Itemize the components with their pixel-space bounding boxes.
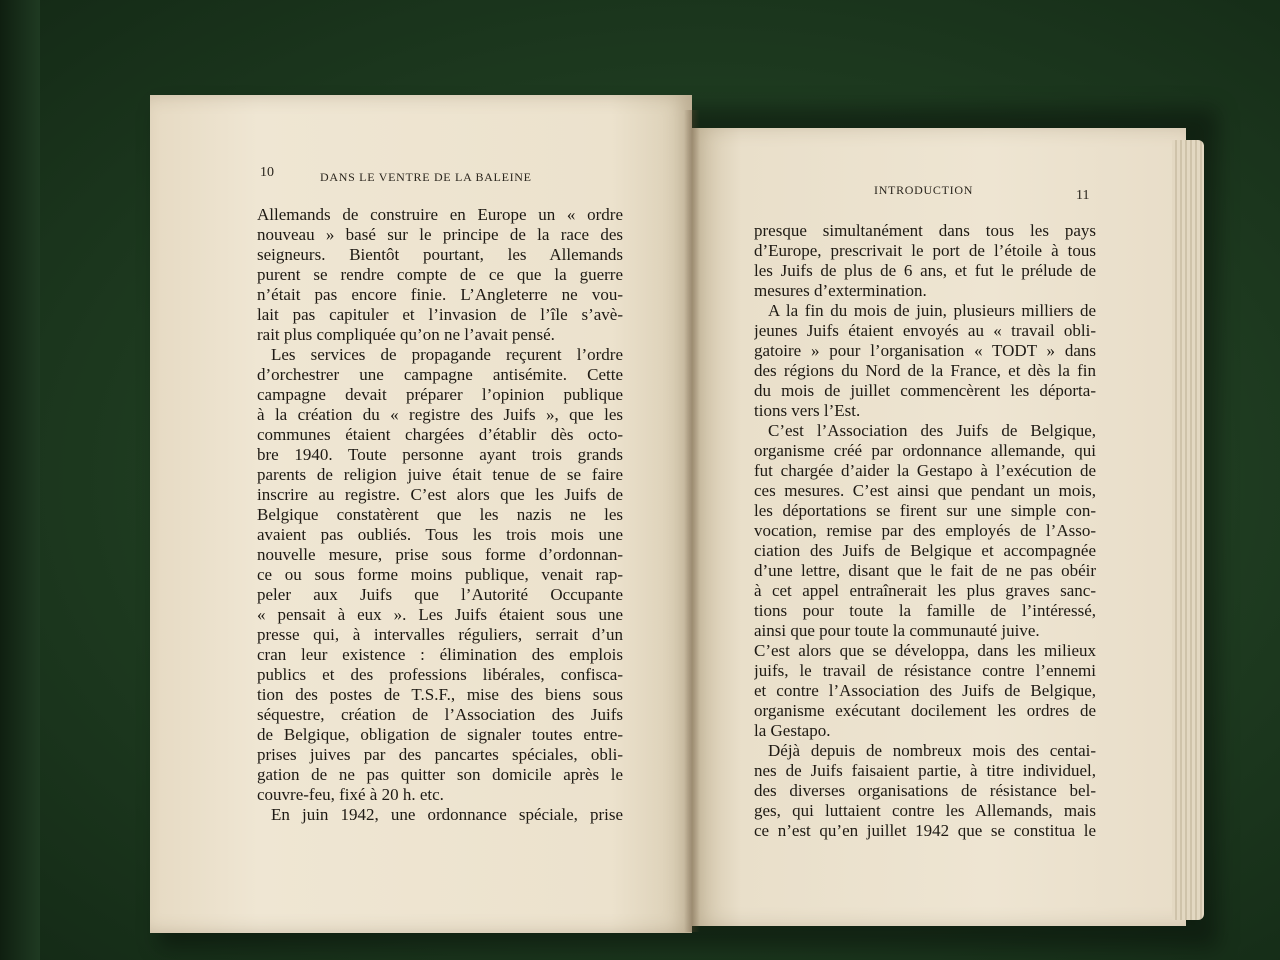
text-line: parents de religion juive était tenue de se faire [257, 465, 623, 484]
text-line: les déportations se firent sur une simple con- [754, 501, 1096, 520]
left-body-text [257, 205, 623, 825]
text-line: mesures d’extermination. [754, 281, 927, 300]
text-line: ce n’est qu’en juillet 1942 que se constitua le [754, 821, 1096, 840]
text-line: organisme exécutant docilement les ordres de [754, 701, 1096, 720]
text-line: presse qui, à intervalles réguliers, serrait d’un [257, 625, 623, 644]
text-line: du mois de juillet commencèrent les déporta- [754, 381, 1096, 400]
text-line: tions pour toute la famille de l’intéressé, [754, 601, 1096, 620]
text-line: juifs, le travail de résistance contre l’ennemi [754, 661, 1096, 680]
text-line: rait plus compliquée qu’on ne l’avait pensé. [257, 325, 555, 344]
text-line: vocation, remise par des employés de l’Asso- [754, 521, 1096, 540]
text-line: nes de Juifs faisaient partie, à titre individuel, [754, 761, 1096, 780]
text-line: Belgique constatèrent que les nazis ne les [257, 505, 623, 524]
text-line: cran leur existence : élimination des emplois [257, 645, 623, 664]
left-page-number: 10 [260, 165, 274, 180]
text-line: ces mesures. C’est ainsi que pendant un mois, [754, 481, 1096, 500]
text-line: nouvelle mesure, prise sous forme d’ordonnan- [257, 545, 623, 564]
text-line: tions vers l’Est. [754, 401, 861, 420]
text-line: C’est l’Association des Juifs de Belgique, [768, 421, 1096, 440]
text-line: prises juives par des pancartes spéciales, obli- [257, 745, 623, 764]
text-line: presque simultanément dans tous les pays [754, 221, 1096, 240]
text-line: publics et des professions libérales, confisca- [257, 665, 623, 684]
text-line: à la création du « registre des Juifs », que les [257, 405, 623, 424]
right-body-text [754, 221, 1096, 841]
left-running-head: DANS LE VENTRE DE LA BALEINE [320, 170, 532, 184]
text-line: n’était pas encore finie. L’Angleterre ne vou- [257, 285, 623, 304]
page-stack-edge [1172, 140, 1204, 920]
text-line: gatoire » pour l’organisation « TODT » dans [754, 341, 1096, 360]
text-line: purent se rendre compte de ce que la guerre [257, 265, 623, 284]
text-line: seigneurs. Bientôt pourtant, les Allemands [257, 245, 623, 264]
text-line: campagne devait préparer l’opinion publique [257, 385, 623, 404]
text-line: d’orchestrer une campagne antisémite. Cette [257, 365, 623, 384]
text-line: d’Europe, prescrivait le port de l’étoile à tous [754, 241, 1096, 260]
text-line: En juin 1942, une ordonnance spéciale, prise [271, 805, 623, 824]
text-line: « pensait à eux ». Les Juifs étaient sous une [257, 605, 623, 624]
text-line: à cet appel entraînerait les plus graves sanc- [754, 581, 1096, 600]
text-line: Les services de propagande reçurent l’ordre [271, 345, 623, 364]
right-page-number: 11 [1076, 188, 1090, 203]
text-line: avaient pas oubliés. Tous les trois mois une [257, 525, 623, 544]
left-page [150, 95, 692, 933]
right-page [692, 128, 1186, 926]
table-edge [0, 0, 40, 960]
text-line: nouveau » basé sur le principe de la race des [257, 225, 623, 244]
text-line: les Juifs de plus de 6 ans, et fut le prélude de [754, 261, 1096, 280]
text-line: organisme créé par ordonnance allemande, qui [754, 441, 1096, 460]
text-line: ainsi que pour toute la communauté juive. [754, 621, 1040, 640]
text-line: ciation des Juifs de Belgique et accompagnée [754, 541, 1096, 560]
text-line: bre 1940. Toute personne ayant trois grands [257, 445, 623, 464]
text-line: ges, qui luttaient contre les Allemands, mais [754, 801, 1096, 820]
text-line: Déjà depuis de nombreux mois des centai- [768, 741, 1096, 760]
text-line: d’une lettre, disant que le fait de ne pas obéir [754, 561, 1096, 580]
text-line: jeunes Juifs étaient envoyés au « travail obli- [754, 321, 1096, 340]
right-running-head: INTRODUCTION [874, 183, 974, 197]
book-gutter [684, 110, 700, 932]
text-line: lait pas capituler et l’invasion de l’île s’avè- [257, 305, 623, 324]
text-line: séquestre, création de l’Association des Juifs [257, 705, 623, 724]
text-line: des régions du Nord de la France, et dès la fin [754, 361, 1096, 380]
text-line: et contre l’Association des Juifs de Belgique, [754, 681, 1096, 700]
text-line: ce ou sous forme moins publique, venait rap- [257, 565, 623, 584]
text-line: inscrire au registre. C’est alors que les Juifs de [257, 485, 623, 504]
text-line: des diverses organisations de résistance bel- [754, 781, 1096, 800]
text-line: A la fin du mois de juin, plusieurs milliers de [768, 301, 1096, 320]
text-line: Allemands de construire en Europe un « ordre [257, 205, 623, 224]
text-line: C’est alors que se développa, dans les milieux [754, 641, 1096, 660]
text-line: couvre-feu, fixé à 20 h. etc. [257, 785, 444, 804]
text-line: la Gestapo. [754, 721, 831, 740]
text-line: tion des postes de T.S.F., mise des biens sous [257, 685, 623, 704]
text-line: peler aux Juifs que l’Autorité Occupante [257, 585, 623, 604]
text-line: fut chargée d’aider la Gestapo à l’exécution de [754, 461, 1096, 480]
text-line: gation de ne pas quitter son domicile après le [257, 765, 623, 784]
text-line: communes étaient chargées d’établir dès octo- [257, 425, 623, 444]
text-line: de Belgique, obligation de signaler toutes entre- [257, 725, 623, 744]
